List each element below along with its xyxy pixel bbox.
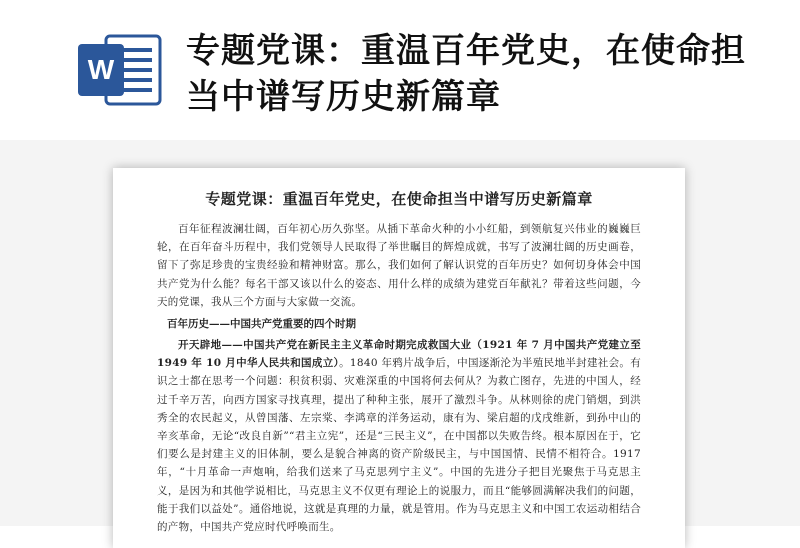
document-page	[113, 168, 685, 548]
paragraph-body-text: 。1840 年鸦片战争后，中国逐渐沦为半殖民地半封建社会。有识之士都在思考一个问题：积贫积弱、灾难深重的中国将何去何从？为救亡图存，先进的中国人，经过千辛万苦，向西方国家寻找真理，提出了种种主张，展开了激烈斗争。从林则徐的虎门销烟，到洪秀全的农民起义，从曾国藩、左宗棠、李鸿章的洋务运动，康有为、梁启超的戊戌维新，到孙中山的辛亥革命，无论“改良自新”“君主立宪”，还是“三民主义”，在中国都以失败告终。根本原因在于，它们要么是封建主义的旧体制，要么是貌合神离的资产阶级民主，与中国国情、民情不相符合。1917 年，“十月革命一声炮响，给我们送来了马克思列宁主义”。中国的先进分子把目光聚焦于马克思主义，是因为和其他学说相比，马克思主义不仅更有理论上的说服力，而且“能够圆满解决我们的问题，能于我们以益处”。通俗地说，这就是真理的力量，就是管用。作为马克思主义和中国工农运动相结合的产物，中国共产党应时代呼唤而生。	[157, 357, 641, 534]
intro-paragraph: 百年征程波澜壮阔，百年初心历久弥坚。从插下革命火种的小小红船，到领航复兴伟业的巍巍巨轮，在百年奋斗历程中，我们党领导人民取得了举世瞩目的辉煌成就，书写了波澜壮阔的历史画卷，留下了弥足珍贵的宝贵经验和精神财富。那么，我们如何了解认识党的百年历史？如何切身体会中国共产党为什么能？每名干部又该以什么的姿态、用什么样的成绩为建党百年献礼？带着这些问题，今天的党课，我从三个方面与大家做一交流。	[157, 223, 641, 308]
page-headline: 专题党课：重温百年党史，在使命担当中谱写历史新篇章	[186, 31, 746, 117]
word-icon-letter: W	[87, 54, 115, 85]
paragraph-lead-bold: 开天辟地——中国共产党在新民主主义革命时期完成救国大业（1921 年 7 月中国共产党建立至 1949 年 10 月中华人民共和国成立）	[157, 339, 641, 370]
section-heading: 百年历史——中国共产党重要的四个时期	[167, 318, 356, 331]
page-header	[0, 0, 800, 140]
word-document-icon	[76, 32, 164, 108]
document-title: 专题党课：重温百年党史，在使命担当中谱写历史新篇章	[205, 190, 593, 208]
body-paragraph	[157, 336, 641, 536]
